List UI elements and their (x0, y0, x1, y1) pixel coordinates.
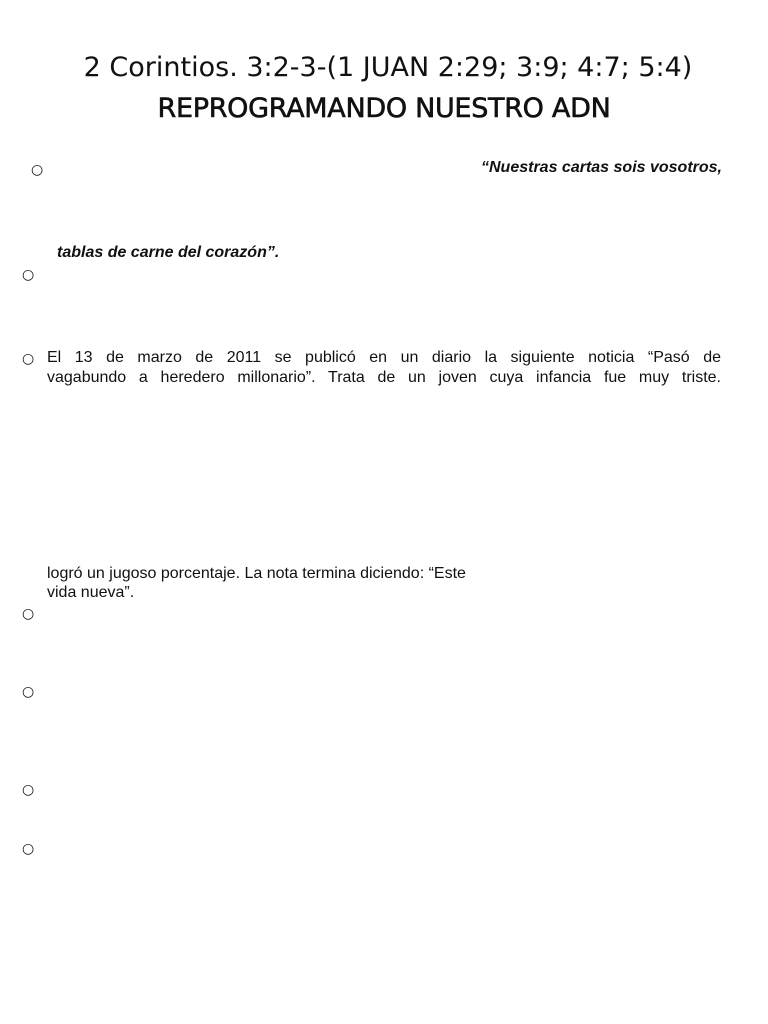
list-bullet: ○ (31, 162, 44, 178)
list-bullet: ○ (22, 606, 35, 622)
scripture-reference: 2 Corintios. 3:2-3-(1 JUAN 2:29; 3:9; 4:7; 5:4) (83, 52, 693, 83)
paragraph-line-3: logró un jugoso porcentaje. La nota termina diciendo: “Este (47, 565, 466, 582)
paragraph-line-4: vida nueva”. (47, 584, 135, 601)
list-bullet: ○ (22, 351, 35, 367)
paragraph-line-1: El 13 de marzo de 2011 se publicó en un diario la siguiente noticia “Pasó de (47, 349, 721, 366)
page-title: REPROGRAMANDO NUESTRO ADN (157, 93, 611, 124)
list-bullet: ○ (22, 684, 35, 700)
quote-line-2: tablas de carne del corazón”. (57, 244, 280, 261)
list-bullet: ○ (22, 841, 35, 857)
quote-line-1: “Nuestras cartas sois vosotros, (481, 159, 722, 176)
list-bullet: ○ (22, 782, 35, 798)
paragraph-line-2: vagabundo a heredero millonario”. Trata de un joven cuya infancia fue muy triste. (47, 369, 721, 386)
list-bullet: ○ (22, 267, 35, 283)
